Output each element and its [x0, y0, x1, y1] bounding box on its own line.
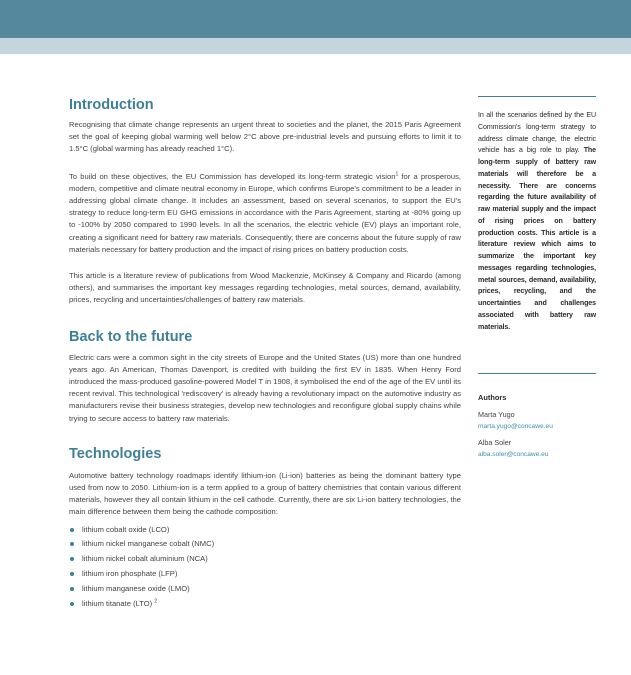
sidebar-summary — [478, 110, 596, 333]
author-name: Marta Yugo — [478, 410, 515, 419]
back-paragraph-1: Electric cars were a common sight in the city streets of Europe and the United States (US) more than one hundred years ago. An American, Thomas Davenport, is credited with building the first EV in 1835. When Henry Ford introduced the mass-produced gasoline-powered Model T in 1908, it symbolised the end of the age of the EV until its recent revival. This technological 'rediscovery' is already having a revolutionary impact on the automotive industry as manufacturers revise their business strategies, develop new technologies and reconfigure global supply chains while trying to secure access to battery raw materials. — [69, 352, 461, 423]
list-item-label: lithium manganese oxide (LMO) — [82, 583, 190, 593]
sidebar-summary-body: The long-term supply of battery raw materials will therefore be a necessity. There are concerns regarding the future availability of raw material supply and the impact of rising prices on battery production costs. This article is a literature review which aims to summarize the important key messages regarding technologies, metal sources, demand, availability, prices, recycling, and the uncertainties and challenges associated with battery raw materials. — [478, 146, 597, 331]
author-name: Alba Soler — [478, 438, 512, 447]
divider — [478, 373, 596, 374]
bullet-icon — [70, 572, 74, 576]
intro-paragraph-2-start: To build on these objectives, the EU Commission has developed its long-term strategic vision — [69, 171, 396, 181]
author-email-link[interactable]: marta.yugo@concawe.eu — [478, 423, 553, 430]
list-item — [69, 582, 461, 597]
section-heading-technologies: Technologies — [69, 445, 162, 462]
list-item — [69, 552, 461, 567]
authors-title: Authors — [478, 393, 507, 402]
section-heading-back-to-the-future: Back to the future — [69, 328, 193, 345]
authors-block — [478, 392, 596, 460]
list-item-label: lithium iron phosphate (LFP) — [82, 569, 178, 579]
sidebar-top-rule — [478, 96, 596, 97]
sidebar-summary-box — [478, 110, 596, 333]
list-item-label: lithium cobalt oxide (LCO) — [82, 524, 170, 534]
intro-paragraph-2 — [69, 171, 461, 256]
intro-paragraph-1: Recognising that climate change represents an urgent threat to societies and the planet, the 2015 Paris Agreement set the goal of keeping global warming well below 2°C above pre-industrial levels and pursuing efforts to limit it to 1.5°C (global warming has already reached 1°C). — [69, 120, 461, 154]
list-item — [69, 567, 461, 582]
bullet-icon — [70, 587, 74, 591]
list-item-label: lithium nickel cobalt aluminium (NCA) — [82, 554, 208, 564]
list-item-label: lithium titanate (LTO) — [82, 598, 153, 608]
tech-paragraph-1: Automotive battery technology roadmaps identify lithium-ion (Li-ion) batteries as being the dominant battery type used from now to 2050. Lithium-ion is a term applied to a group of battery chemistries that contain various different materials, however they all contain lithium in the cell cathode. Currently, there are six Li-ion battery technologies, the main difference between them being the cathode composition: — [69, 470, 461, 517]
bullet-icon — [70, 602, 74, 606]
list-item — [69, 523, 461, 538]
list-item-label: lithium nickel manganese cobalt (NMC) — [82, 539, 215, 549]
sidebar-bottom-rule — [478, 373, 596, 374]
footnote-ref-2[interactable]: 2 — [154, 598, 158, 605]
sidebar-summary-lead: In all the scenarios defined by the EU Commission's long-term strategy to address climate change, the electric vehicle has a big role to play. — [478, 111, 596, 155]
list-item — [69, 597, 461, 612]
header-band — [0, 0, 631, 38]
header-band-light — [0, 38, 631, 54]
intro-paragraph-2-rest: for a prosperous, modern, competitive and climate neutral economy in Europe, which confirms Europe's commitment to be a leader in addressing global climate change. It includes an assessment, based on several scenarios, to support the EU's strategy to reduce long-term EU GHG emissions in accordance with the Paris Agreement, starting at -80% going up to -100% by 2050 compared to 1990 levels. In all the scenarios, the electric vehicle (EV) plays an important role, creating a significant need for battery raw materials. Consequently, there are concerns about the future supply of raw materials necessary for battery production and the impact of rising prices on battery production costs. — [69, 171, 462, 254]
divider — [478, 96, 596, 97]
section-heading-introduction: Introduction — [69, 97, 154, 113]
main-column — [69, 96, 461, 611]
bullet-icon — [70, 528, 74, 532]
intro-paragraph-3: This article is a literature review of publications from Wood Mackenzie, McKinsey & Company and Ricardo (among others), and summarises the important key messages regarding technologies, metal sources, demand, availability, prices, recycling and uncertainties/challenges of battery raw materials. — [69, 271, 461, 305]
chemistry-list — [69, 523, 461, 612]
bullet-icon — [70, 557, 74, 561]
bullet-icon — [70, 542, 74, 546]
list-item — [69, 537, 461, 552]
author-email-link[interactable]: alba.soler@concawe.eu — [478, 451, 549, 458]
footnote-ref-1[interactable]: 1 — [395, 171, 399, 178]
